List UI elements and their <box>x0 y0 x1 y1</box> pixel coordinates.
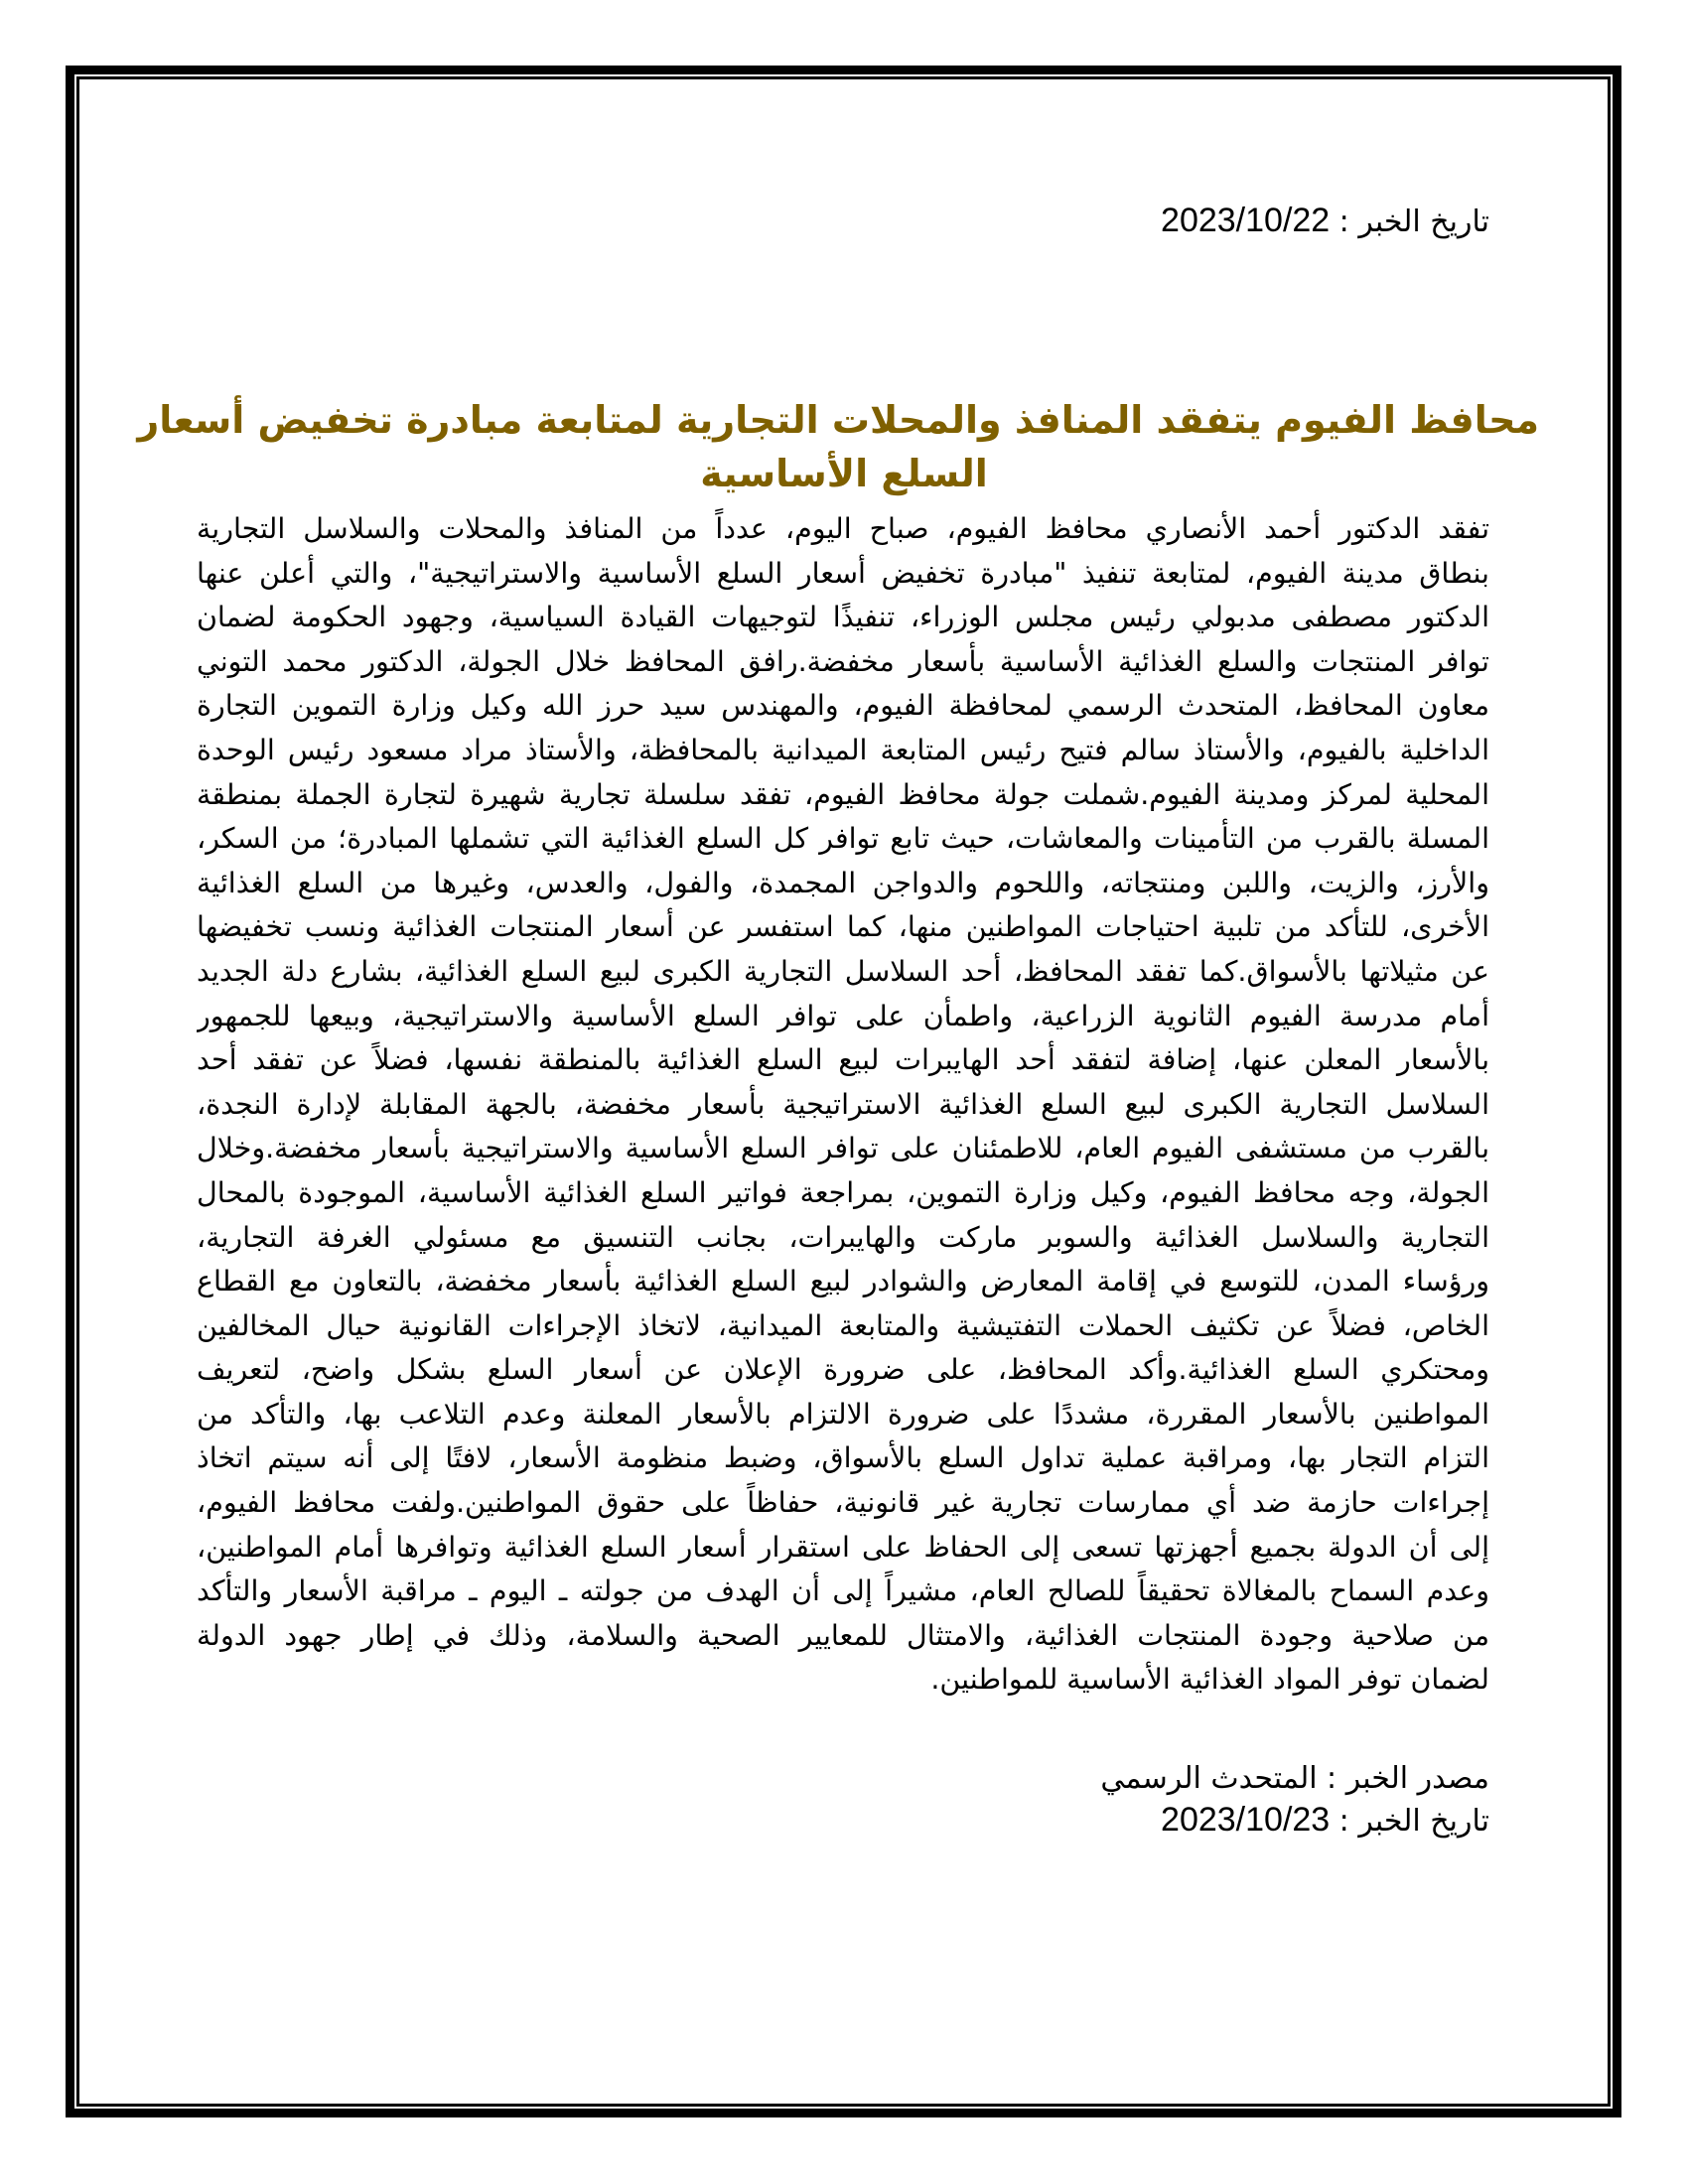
news-body <box>197 507 1489 1703</box>
body-line: المواطنين بالأسعار المقررة، مشددًا على ضرورة الالتزام بالأسعار المعلنة وعدم التلاعب بها، والتأكد من <box>197 1397 1489 1431</box>
news-date-top-label: تاريخ الخبر : <box>1338 205 1489 239</box>
body-line: إلى أن الدولة بجميع أجهزتها تسعى إلى الحفاظ على استقرار أسعار السلع الغذائية وتوافرها أمام المواطنين، <box>197 1530 1489 1564</box>
body-line: السلاسل التجارية الكبرى لبيع السلع الغذائية الاستراتيجية بأسعار مخفضة، بالجهة المقابلة لإدارة النجدة، <box>197 1087 1489 1121</box>
news-date-bottom <box>1161 1797 1489 1843</box>
body-line: الدكتور مصطفى مدبولي رئيس مجلس الوزراء، تنفيذًا لتوجيهات القيادة السياسية، وجهود الحكومة لضمان <box>197 601 1489 634</box>
body-line: إجراءات حازمة ضد أي ممارسات تجارية غير قانونية، حفاظاً على حقوق المواطنين.ولفت محافظ الفيوم، <box>197 1486 1489 1520</box>
body-line: بالأسعار المعلن عنها، إضافة لتفقد أحد الهايبرات لبيع السلع الغذائية بالمنطقة نفسها، فضلاً عن تفقد أحد <box>197 1043 1489 1077</box>
news-date-top <box>1161 198 1489 243</box>
body-line: لضمان توفر المواد الغذائية الأساسية للمواطنين. <box>930 1663 1489 1697</box>
body-line: التزام التجار بها، ومراقبة عملية تداول السلع بالأسواق، وضبط منظومة الأسعار، لافتًا إلى أنه سيتم اتخاذ <box>197 1441 1489 1475</box>
news-title-line-1: محافظ الفيوم يتفقد المنافذ والمحلات التجارية لمتابعة مبادرة تخفيض أسعار <box>137 398 1539 442</box>
news-date-bottom-value: 2023/10/23 <box>1161 1801 1331 1839</box>
body-line: تفقد الدكتور أحمد الأنصاري محافظ الفيوم، صباح اليوم، عدداً من المنافذ والمحلات والسلاسل التجارية <box>197 512 1489 545</box>
body-line: والأرز، والزيت، واللبن ومنتجاته، واللحوم والدواجن المجمدة، والفول، والعدس، وغيرها من السلع الغذائية <box>197 866 1489 899</box>
body-line: وعدم السماح بالمغالاة تحقيقاً للصالح العام، مشيراً إلى أن الهدف من جولته ـ اليوم ـ مراقبة الأسعار والتأكد <box>197 1574 1489 1608</box>
body-line: عن مثيلاتها بالأسواق.كما تفقد المحافظ، أحد السلاسل التجارية الكبرى لبيع السلع الغذائية، بشارع دلة الجديد <box>197 954 1489 988</box>
body-line: الجولة، وجه محافظ الفيوم، وكيل وزارة التموين، بمراجعة فواتير السلع الغذائية الأساسية، الموجودة بالمحال <box>197 1175 1489 1209</box>
body-line: بالقرب من مستشفى الفيوم العام، للاطمئنان على توافر السلع الأساسية والاستراتيجية بأسعار مخفضة.وخلال <box>197 1132 1489 1165</box>
body-line: من صلاحية وجودة المنتجات الغذائية، والامتثال للمعايير الصحية والسلامة، وذلك في إطار جهود الدولة <box>197 1618 1489 1652</box>
body-line: المسلة بالقرب من التأمينات والمعاشات، حيث تابع توافر كل السلع الغذائية التي تشملها المبادرة؛ من السكر، <box>197 822 1489 856</box>
news-source-label: مصدر الخبر : <box>1327 1761 1489 1796</box>
news-date-bottom-label: تاريخ الخبر : <box>1338 1804 1489 1839</box>
news-source <box>1100 1754 1489 1800</box>
news-date-top-value: 2023/10/22 <box>1161 202 1331 239</box>
body-line: ورؤساء المدن، للتوسع في إقامة المعارض والشوادر لبيع السلع الغذائية بأسعار مخفضة، بالتعاون مع القطاع <box>197 1265 1489 1298</box>
body-line: الأخرى، للتأكد من تلبية احتياجات المواطنين منها، كما استفسر عن أسعار المنتجات الغذائية ونسب تخفيضها <box>197 910 1489 944</box>
body-line: المحلية لمركز ومدينة الفيوم.شملت جولة محافظ الفيوم، تفقد سلسلة تجارية شهيرة لتجارة الجملة بمنطقة <box>197 777 1489 811</box>
body-line: معاون المحافظ، المتحدث الرسمي لمحافظة الفيوم، والمهندس سيد حرز الله وكيل وزارة التموين التجارة <box>197 689 1489 723</box>
body-line: أمام مدرسة الفيوم الثانوية الزراعية، واطمأن على توافر السلع الأساسية والاستراتيجية، وبيعها للجمهور <box>197 999 1489 1032</box>
body-line: توافر المنتجات والسلع الغذائية الأساسية بأسعار مخفضة.رافق المحافظ خلال الجولة، الدكتور محمد التوني <box>197 644 1489 678</box>
news-source-value: المتحدث الرسمي <box>1100 1761 1318 1796</box>
body-line: الداخلية بالفيوم، والأستاذ سالم فتيح رئيس المتابعة الميدانية بالمحافظة، والأستاذ مراد مسعود رئيس الوحدة <box>197 733 1489 766</box>
body-line: الخاص، فضلاً عن تكثيف الحملات التفتيشية والمتابعة الميدانية، لاتخاذ الإجراءات القانونية حيال المخالفين <box>197 1308 1489 1342</box>
news-title-line-2: السلع الأساسية <box>700 452 988 495</box>
body-line: التجارية والسلاسل الغذائية والسوبر ماركت والهايبرات، بجانب التنسيق مع مسئولي الغرفة التجارية، <box>197 1220 1489 1254</box>
body-line: بنطاق مدينة الفيوم، لمتابعة تنفيذ "مبادرة تخفيض أسعار السلع الأساسية والاستراتيجية"، والتي أعلن عنها <box>197 556 1489 590</box>
body-line: ومحتكري السلع الغذائية.وأكد المحافظ، على ضرورة الإعلان عن أسعار السلع بشكل واضح، لتعريف <box>197 1353 1489 1387</box>
